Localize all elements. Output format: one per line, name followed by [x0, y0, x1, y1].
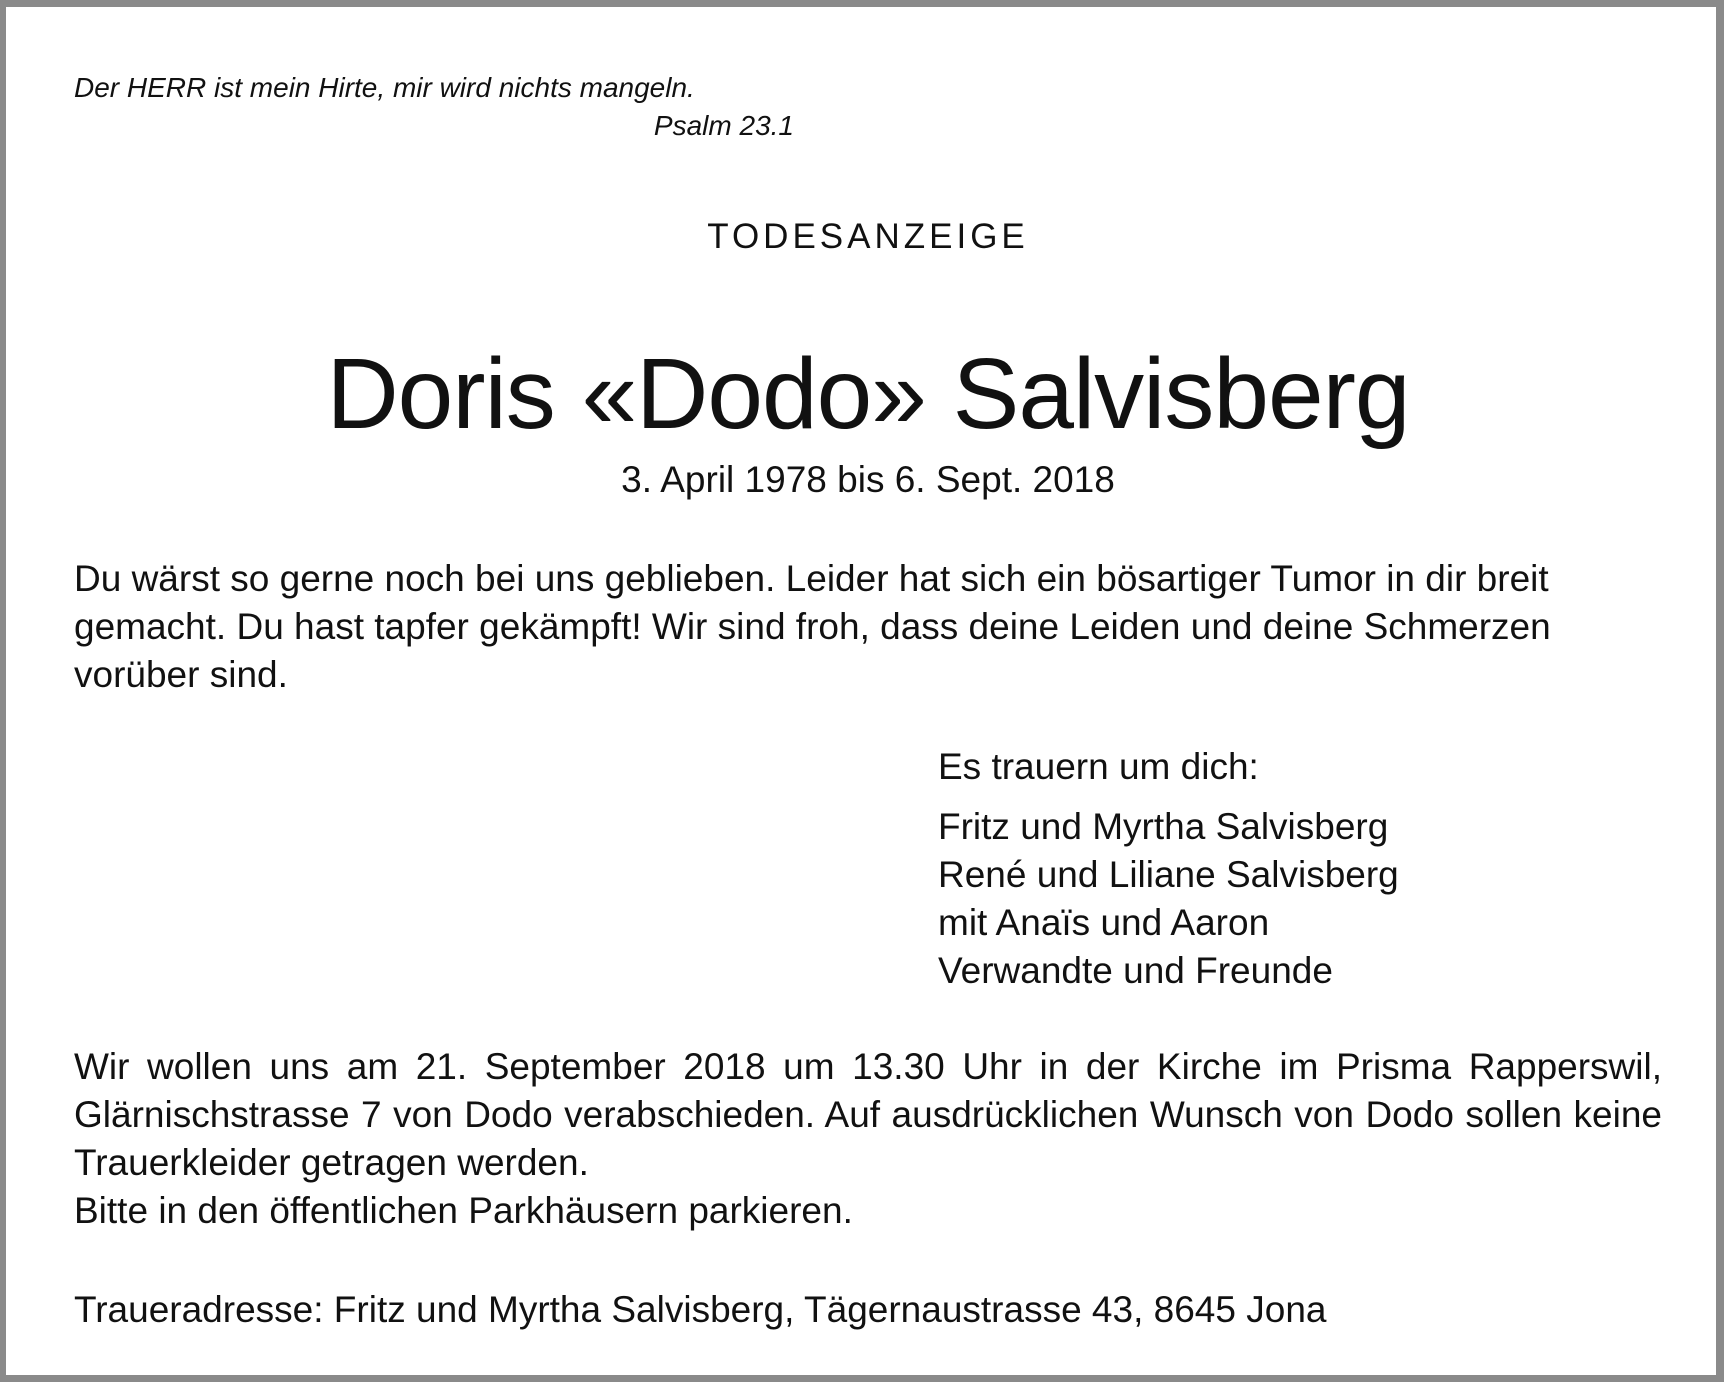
service-info [74, 1043, 1662, 1235]
mourner-name: René und Liliane Salvisberg [938, 854, 1399, 895]
notice-type-heading: TODESANZEIGE [707, 217, 1029, 256]
service-details: Wir wollen uns am 21. September 2018 um 13.30 Uhr in der Kirche im Prisma Rapperswil, Glärnischstrasse 7 von Dodo verabschieden. Auf ausdrücklichen Wunsch von Dodo sollen keine Trauerkleider getragen werden. [74, 1046, 1662, 1183]
mourner-name: Verwandte und Freunde [938, 950, 1333, 991]
deceased-name: Doris «Dodo» Salvisberg [326, 338, 1410, 450]
mourner-name: Fritz und Myrtha Salvisberg [938, 806, 1389, 847]
life-dates: 3. April 1978 bis 6. Sept. 2018 [621, 459, 1115, 500]
mourners-intro: Es trauern um dich: [938, 746, 1259, 787]
mourning-address: Traueradresse: Fritz und Myrtha Salvisberg, Tägernaustrasse 43, 8645 Jona [74, 1289, 1327, 1330]
mourner-name: mit Anaïs und Aaron [938, 902, 1270, 943]
mourners-block [938, 743, 1399, 995]
bible-quote [74, 69, 794, 145]
bible-reference: Psalm 23.1 [653, 110, 794, 141]
bible-quote-text: Der HERR ist mein Hirte, mir wird nichts mangeln. [74, 72, 695, 103]
farewell-message: Du wärst so gerne noch bei uns geblieben. Leider hat sich ein bösartiger Tumor in dir breit gemacht. Du hast tapfer gekämpft! Wir sind froh, dass deine Leiden und deine Schmerzen vorüber sind. [74, 558, 1551, 695]
parking-note: Bitte in den öffentlichen Parkhäusern parkieren. [74, 1190, 853, 1231]
